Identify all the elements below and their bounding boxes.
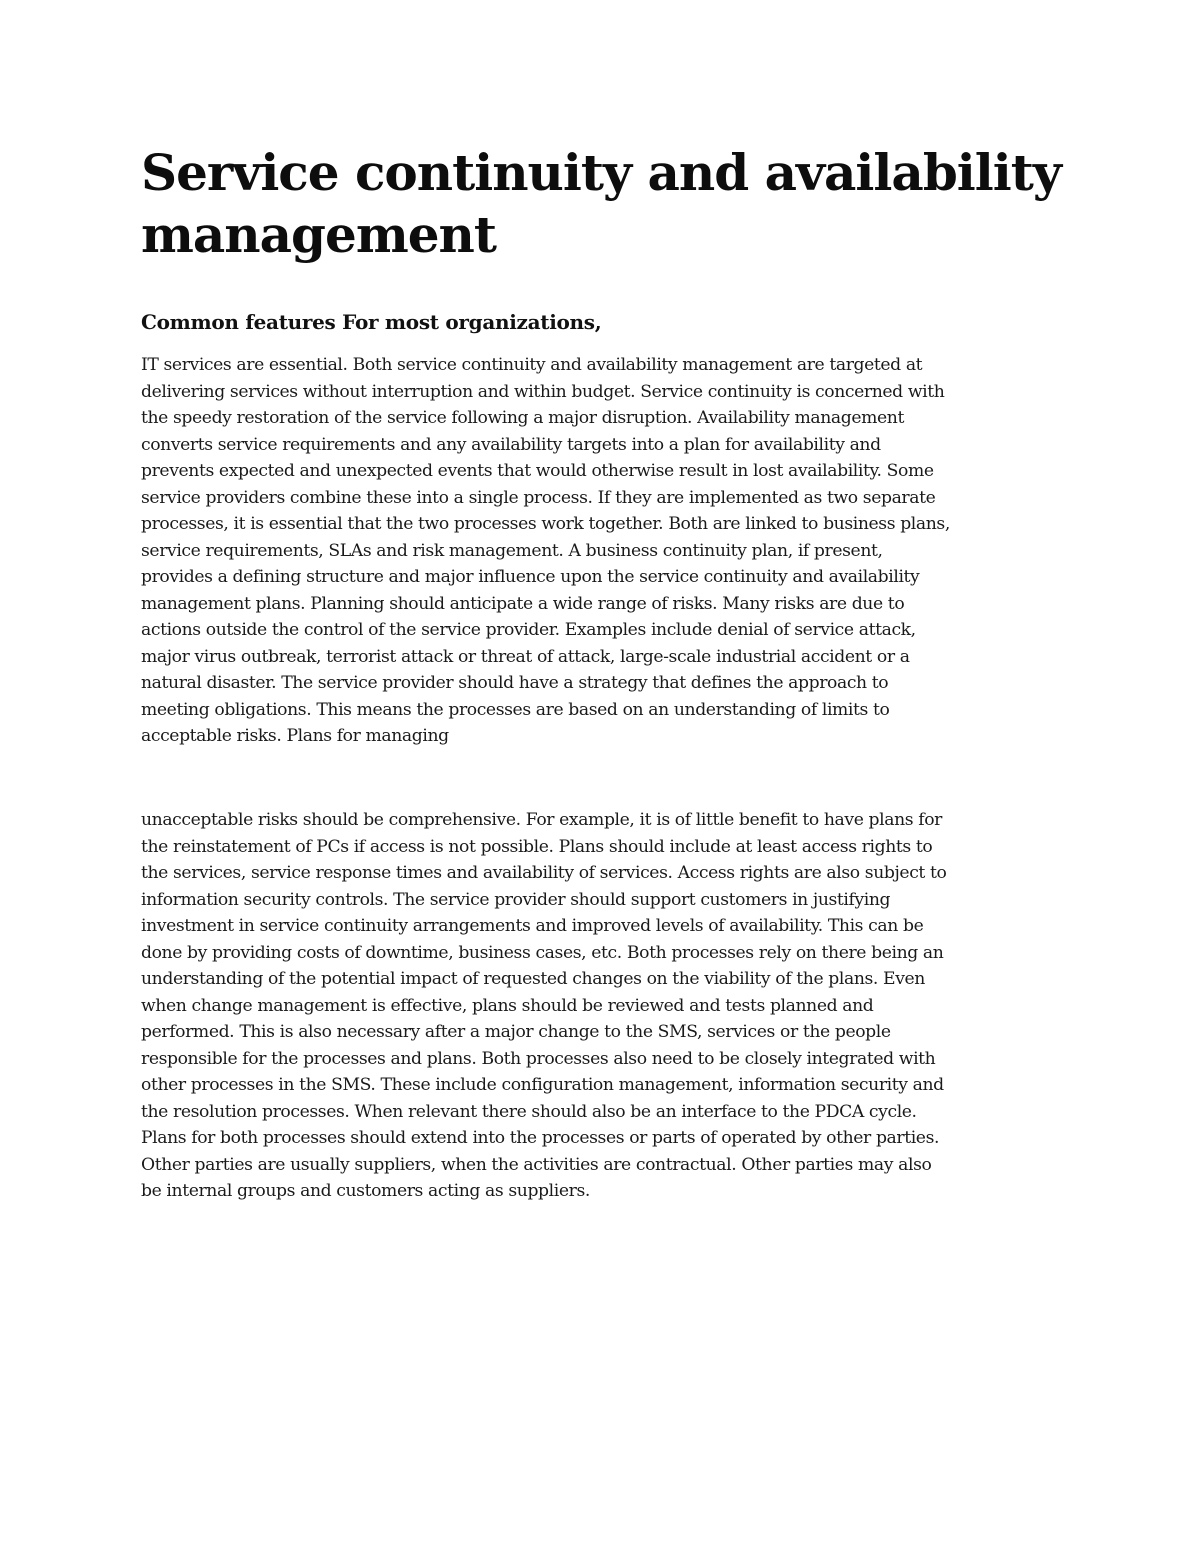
body-paragraph-1: IT services are essential. Both service continuity and availability management are targeted at delivering services without interruption and within budget. Service continuity is concerned with the speedy restoration of the service following a major disruption. Availability management converts service requirements and any availability targets into a plan for availability and prevents expected and unexpected events that would otherwise result in lost availability. Some service providers combine these into a single process. If they are implemented as two separate processes, it is essential that the two processes work together. Both are linked to business plans, service requirements, SLAs and risk management. A business continuity plan, if present, provides a defining structure and major influence upon the service continuity and availability management plans. Planning should anticipate a wide range of risks. Many risks are due to actions outside the control of the service provider. Examples include denial of service attack, major virus outbreak, terrorist attack or threat of attack, large-scale industrial accident or a natural disaster. The service provider should have a strategy that defines the approach to meeting obligations. This means the processes are based on an understanding of limits to acceptable risks. Plans for managing xyxy=(141,355,950,746)
body-paragraph-2: unacceptable risks should be comprehensive. For example, it is of little benefit to have plans for the reinstatement of PCs if access is not possible. Plans should include at least access rights to the services, service response times and availability of services. Access rights are also subject to information security controls. The service provider should support customers in justifying investment in service continuity arrangements and improved levels of availability. This can be done by providing costs of downtime, business cases, etc. Both processes rely on there being an understanding of the potential impact of requested changes on the viability of the plans. Even when change management is effective, plans should be reviewed and tests planned and performed. This is also necessary after a major change to the SMS, services or the people responsible for the processes and plans. Both processes also need to be closely integrated with other processes in the SMS. These include configuration management, information security and the resolution processes. When relevant there should also be an interface to the PDCA cycle. Plans for both processes should extend into the processes or parts of operated by other parties. Other parties are usually suppliers, when the activities are contractual. Other parties may also be internal groups and customers acting as suppliers. xyxy=(141,810,947,1201)
page-title: Service continuity and availability management xyxy=(141,143,1061,264)
section-subtitle: Common features For most organizations, xyxy=(141,310,602,334)
